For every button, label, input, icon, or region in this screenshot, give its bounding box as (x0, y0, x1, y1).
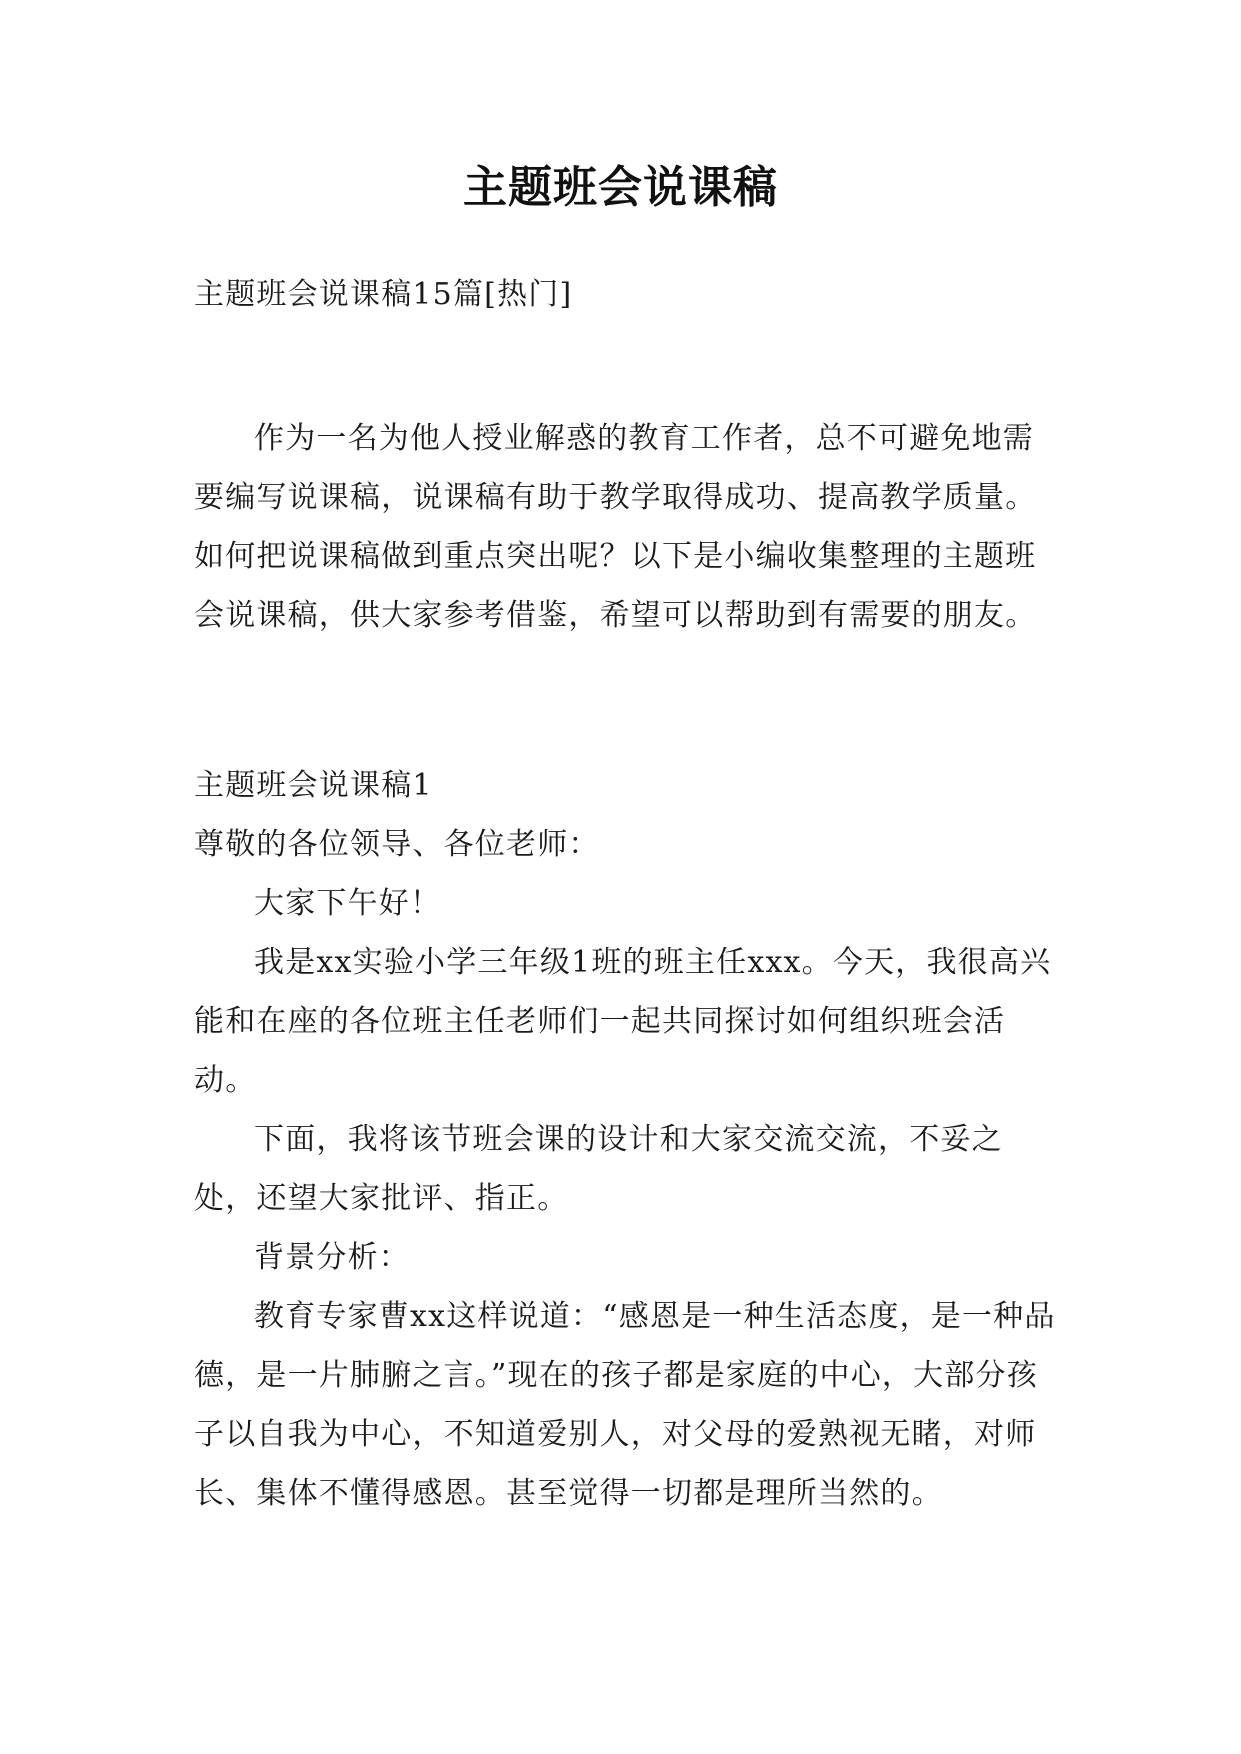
salutation: 尊敬的各位领导、各位老师： (194, 827, 600, 862)
background-label: 背景分析： (254, 1240, 410, 1275)
intro-paragraph (194, 409, 1056, 645)
paragraph-intro-self: 我是xx实验小学三年级1班的班主任xxx。今天，我很高兴能和在座的各位班主任老师们一起共同探讨如何组织班会活动。 (194, 945, 1052, 1098)
section-heading: 主题班会说课稿1 (194, 768, 433, 803)
intro-text: 作为一名为他人授业解惑的教育工作者，总不可避免地需要编写说课稿，说课稿有助于教学取得成功、提高教学质量。如何把说课稿做到重点突出呢？以下是小编收集整理的主题班会说课稿，供大家参考借鉴，希望可以帮助到有需要的朋友。 (194, 421, 1037, 633)
document-subtitle (194, 265, 1056, 324)
greeting: 大家下午好！ (254, 886, 442, 921)
section-1 (194, 756, 1056, 1523)
subtitle-text: 主题班会说课稿15篇[热门] (194, 277, 573, 312)
document-title: 主题班会说课稿 (463, 162, 778, 213)
paragraph-exchange: 下面，我将该节班会课的设计和大家交流交流，不妥之处，还望大家批评、指正。 (194, 1122, 1003, 1216)
paragraph-background: 教育专家曹xx这样说道：“感恩是一种生活态度，是一种品德，是一片肺腑之言。”现在的孩子都是家庭的中心，大部分孩子以自我为中心，不知道爱别人，对父母的爱熟视无睹，对师长、集体不懂得感恩。甚至觉得一切都是理所当然的。 (194, 1299, 1056, 1511)
